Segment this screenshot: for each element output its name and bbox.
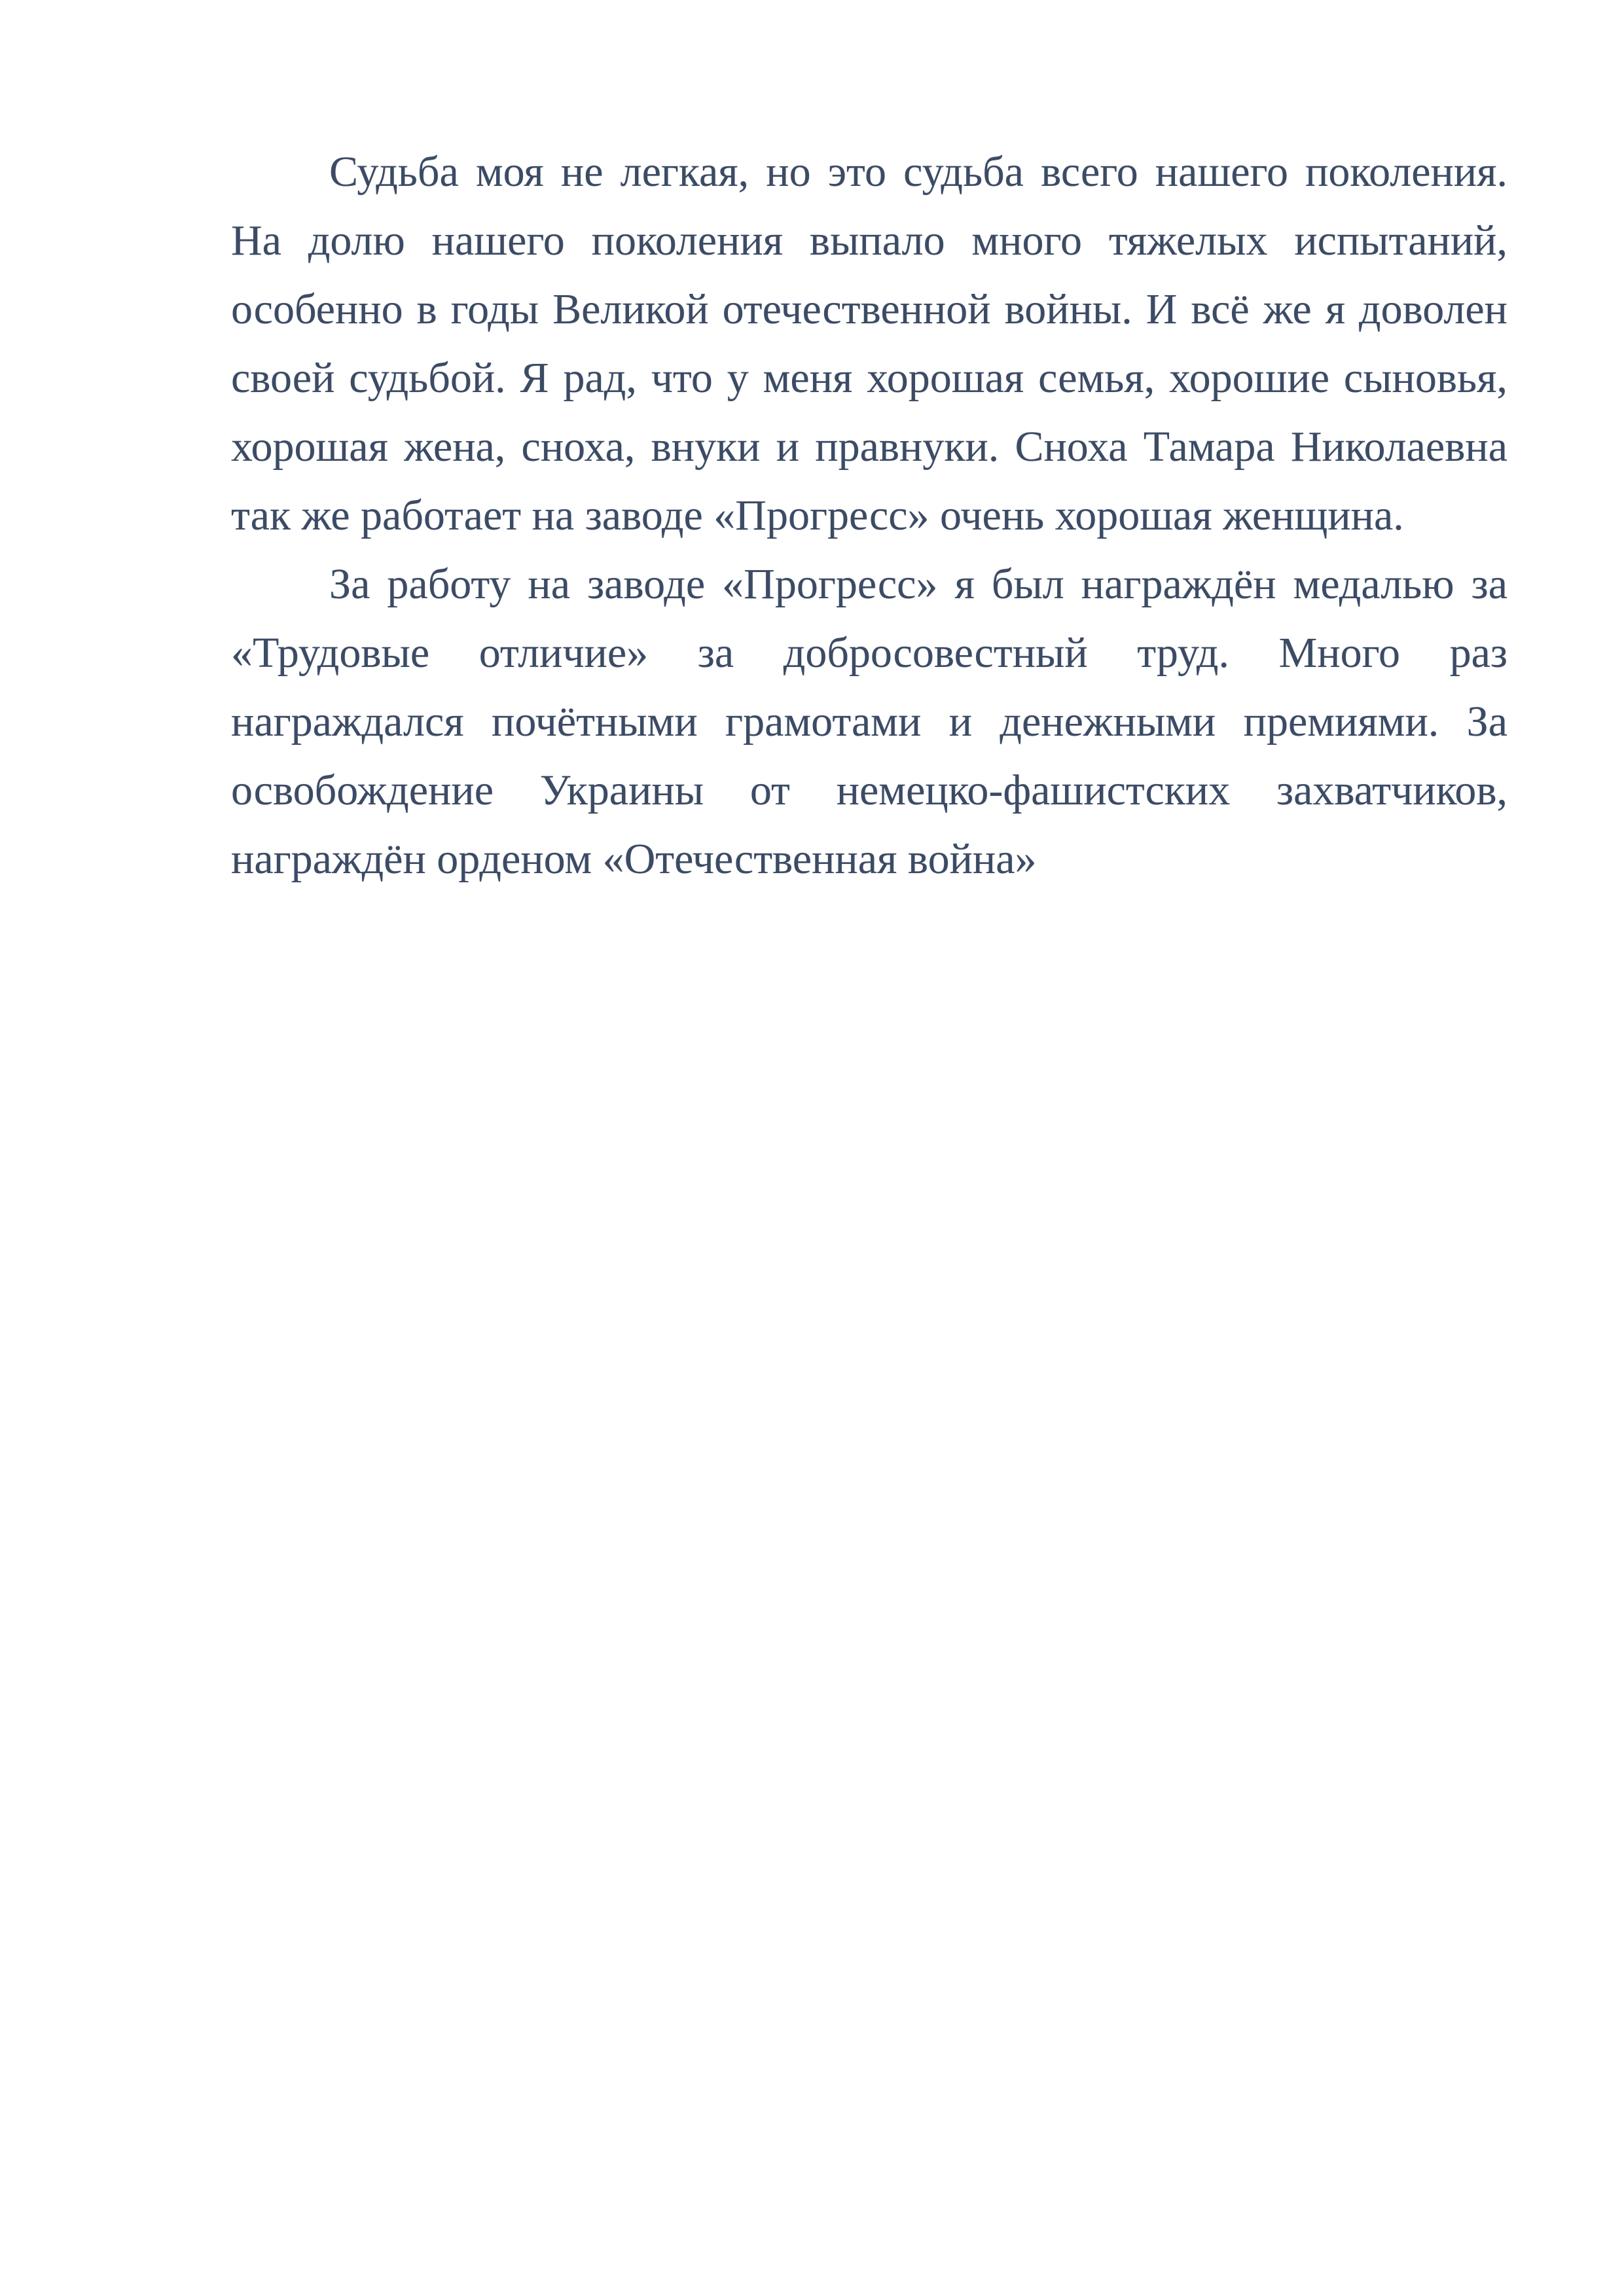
text-line: За работу на заводе «Прогресс» я был награждён медалью за <box>329 560 1507 608</box>
text-line: особенно в годы Великой отечественной войны. И всё же я доволен <box>231 285 1507 333</box>
paragraph-fate <box>231 137 1507 550</box>
text-line: освобождение Украины от немецко-фашистских захватчиков, <box>231 766 1507 814</box>
text-line: На долю нашего поколения выпало много тяжелых испытаний, <box>231 217 1507 264</box>
text-line: награждён орденом «Отечественная война» <box>231 835 1037 883</box>
text-line: награждался почётными грамотами и денежными премиями. За <box>231 698 1507 745</box>
text-line: своей судьбой. Я рад, что у меня хорошая семья, хорошие сыновья, <box>231 354 1507 402</box>
text-line: хорошая жена, сноха, внуки и правнуки. Сноха Тамара Николаевна <box>231 423 1507 471</box>
text-line: «Трудовые отличие» за добросовестный труд. Много раз <box>231 629 1507 677</box>
text-line: Судьба моя не легкая, но это судьба всего нашего поколения. <box>329 148 1507 196</box>
paragraph-awards <box>231 550 1507 893</box>
text-line: так же работает на заводе «Прогресс» очень хорошая женщина. <box>231 492 1404 539</box>
